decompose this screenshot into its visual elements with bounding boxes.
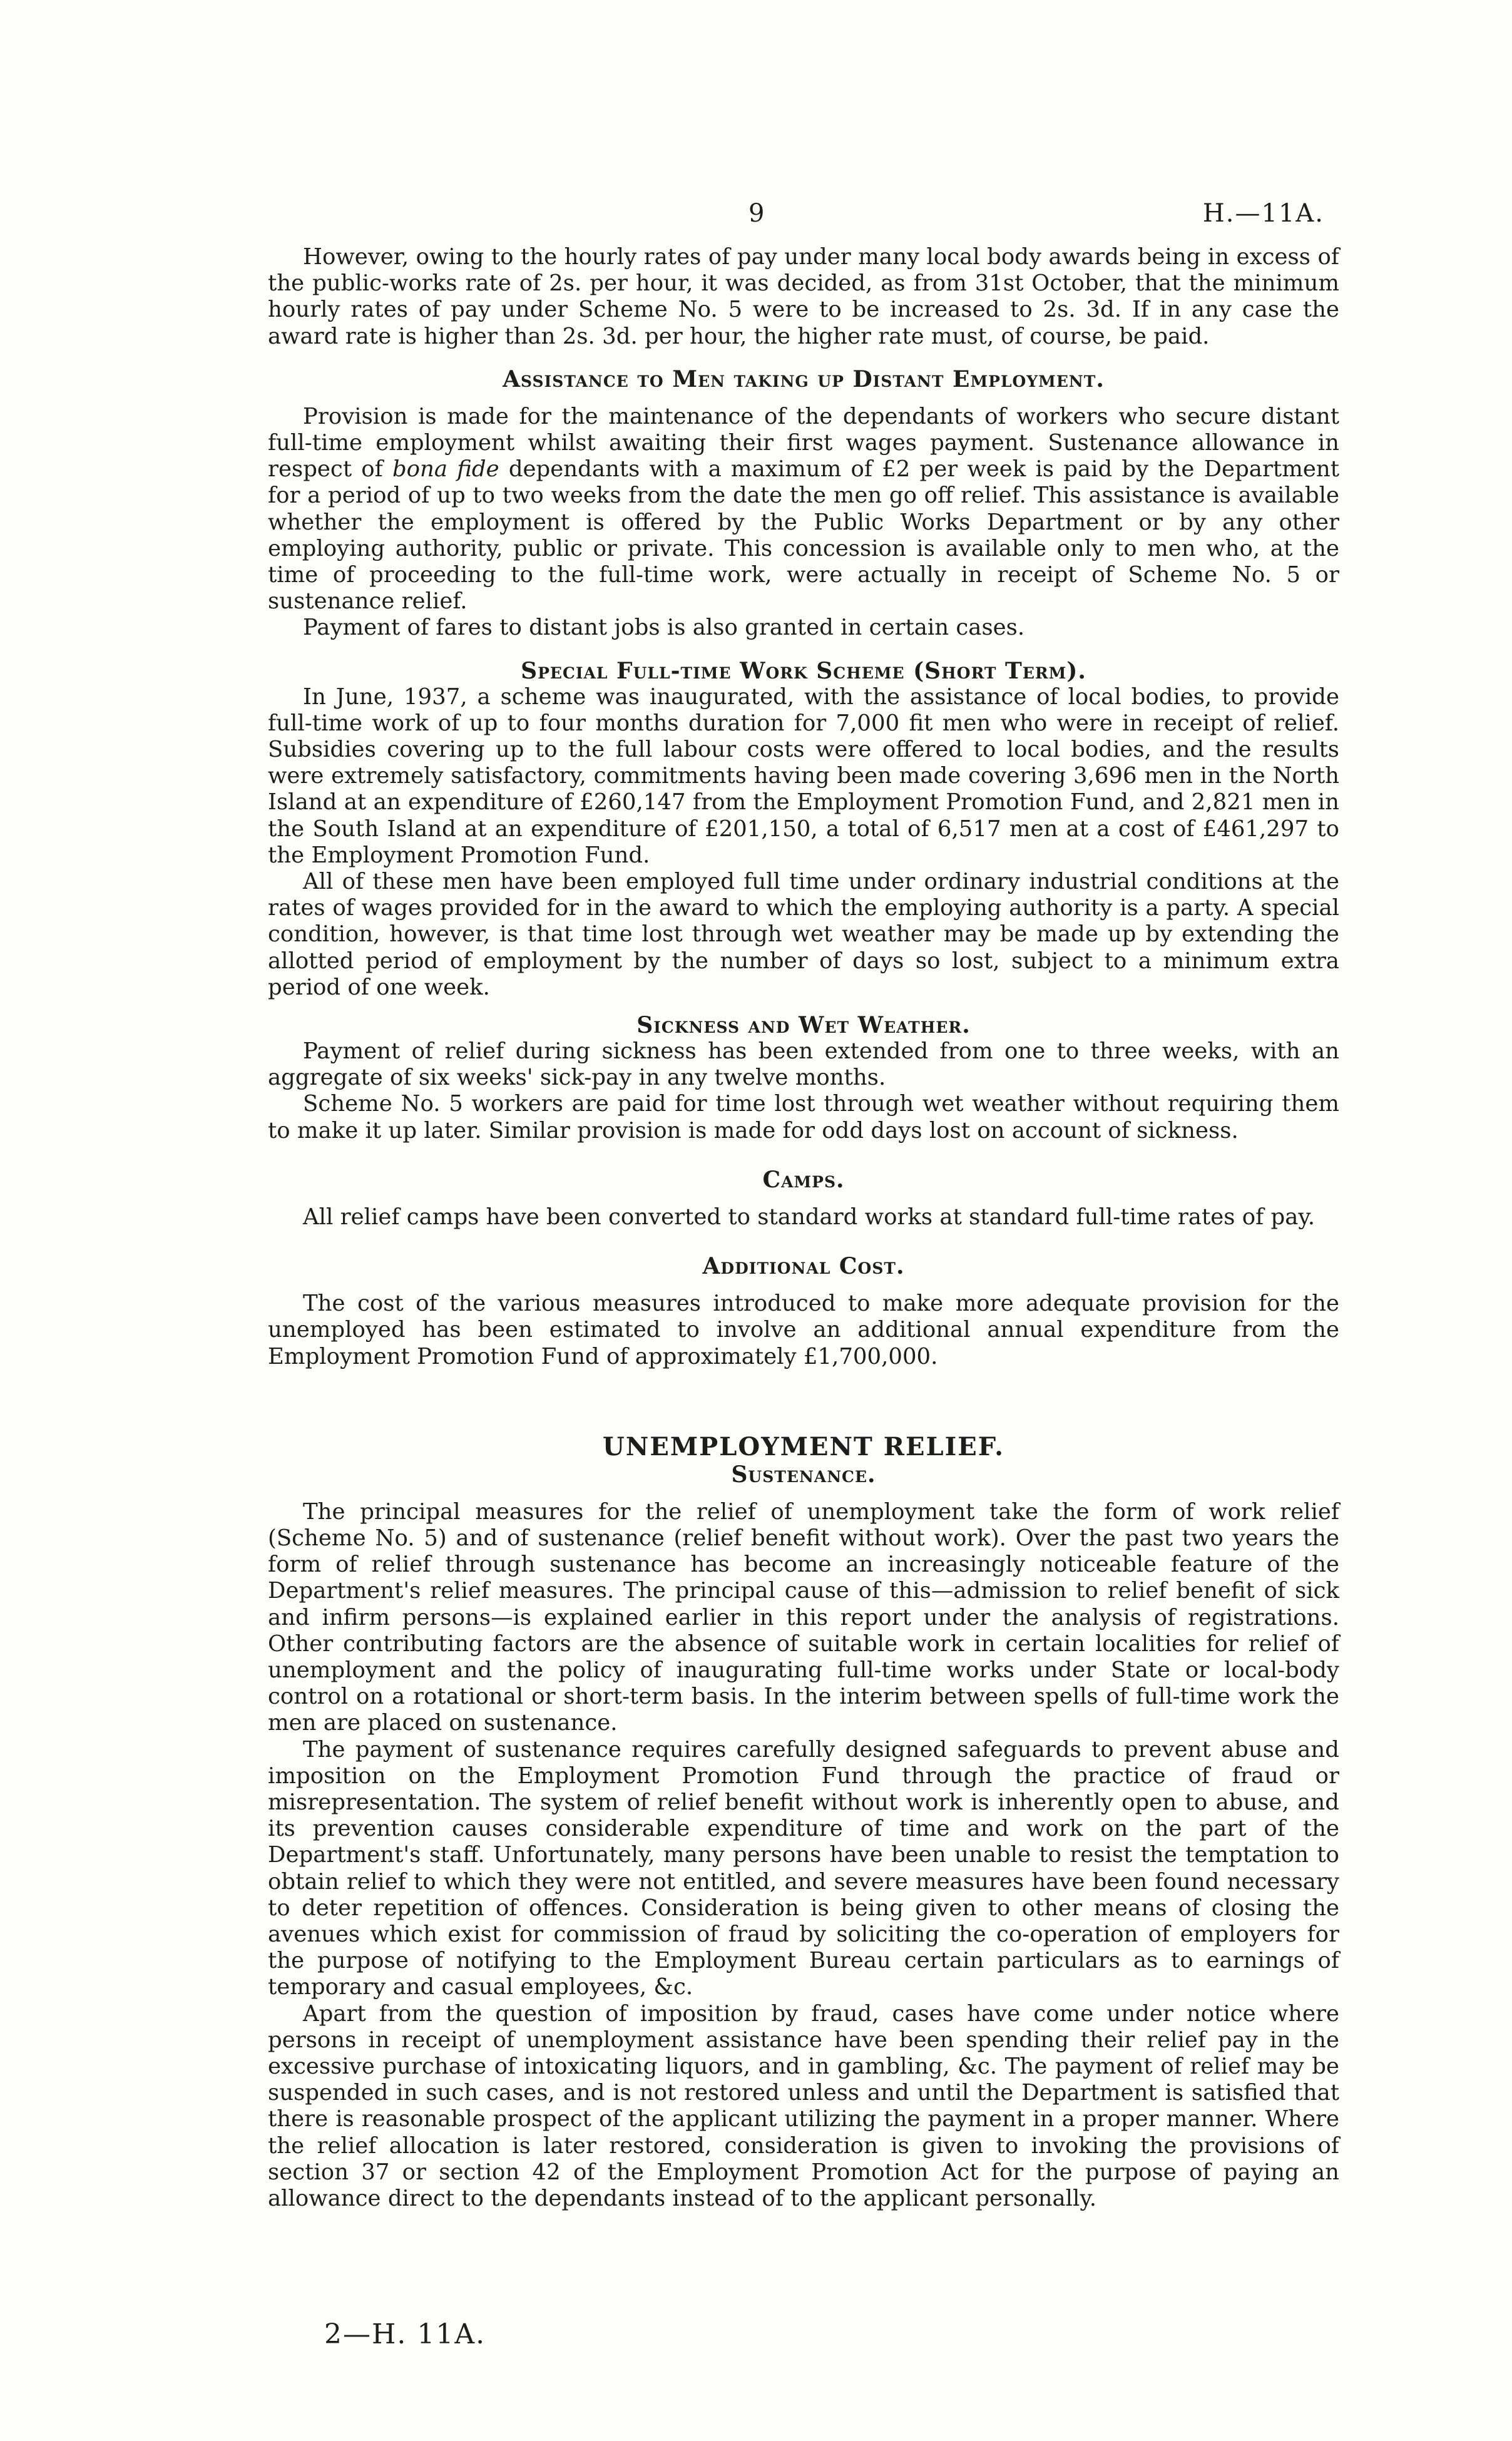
paragraph-sickness-pay: Payment of relief during sickness has been extended from one to three weeks, with an aggregate of six weeks' sick-pay in any twelve months. (268, 1038, 1339, 1091)
paragraph-sustenance-measures: The principal measures for the relief of unemployment take the form of work relief (Scheme No. 5) and of sustenance (relief benefit without work). Over the past two years the form of relief through sustenance has become an increasingly noticeable feature of the Department's relief measures. The principal cause of this—admission to relief benefit of sick and infirm persons—is explained earlier in this report under the analysis of registrations. Other contributing factors are the absence of suitable work in certain localities for relief of unemployment and the policy of inaugurating full-time works under State or local-body control on a rotational or short-term basis. In the interim between spells of full-time work the men are placed on sustenance. (268, 1498, 1339, 1736)
page-number: 9 (748, 199, 765, 228)
bona-fide-italic: bona fide (392, 456, 499, 483)
page-header (0, 199, 1512, 237)
paper-code: H.—11A. (1202, 199, 1324, 228)
heading-unemployment-relief: UNEMPLOYMENT RELIEF. (602, 1431, 1005, 1461)
paragraph-camps: All relief camps have been converted to standard works at standard full-time rates of pay. (303, 1204, 1315, 1230)
paragraph-wet-weather: Scheme No. 5 workers are paid for time lost through wet weather without requiring them to make it up later. Similar provision is made for odd days lost on account of sickness. (268, 1091, 1339, 1144)
heading-distant-employment: Assistance to Men taking up Distant Employment. (503, 366, 1105, 392)
heading-sickness: Sickness and Wet Weather. (636, 1012, 971, 1039)
paragraph-sustenance-safeguards: The payment of sustenance requires carefully designed safeguards to prevent abuse and imposition on the Employment Promotion Fund through the practice of fraud or misrepresentation. The system of relief benefit without work is inherently open to abuse, and its prevention causes considerable expenditure of time and work on the part of the Department's staff. Unfortunately, many persons have been unable to resist the temptation to obtain relief to which they were not entitled, and severe measures have been found necessary to deter repetition of offences. Consideration is being given to other means of closing the avenues which exist for commission of fraud by soliciting the co-operation of employers for the purpose of notifying to the Employment Bureau certain particulars as to earnings of temporary and casual employees, &c. (268, 1736, 1339, 2000)
paragraph-sustenance-misuse: Apart from the question of imposition by fraud, cases have come under notice where persons in receipt of unemployment assistance have been spending their relief pay in the excessive purchase of intoxicating liquors, and in gambling, &c. The payment of relief may be suspended in such cases, and is not restored unless and until the Department is satisfied that there is reasonable prospect of the applicant utilizing the payment in a proper manner. Where the relief allocation is later restored, consideration is given to invoking the provisions of section 37 or section 42 of the Employment Promotion Act for the purpose of paying an allowance direct to the dependants instead of to the applicant personally. (268, 2000, 1339, 2211)
heading-camps: Camps. (762, 1166, 845, 1193)
paragraph-distant-fares: Payment of fares to distant jobs is also granted in certain cases. (303, 615, 1025, 641)
paragraph-distant-provision: Provision is made for the maintenance of the dependants of workers who secure distant full-time employment whilst awaiting their first wages payment. Sustenance allowance in respect of bona fide dependants with a maximum of £2 per week is paid by the Department for a period of up to two weeks from the date the men go off relief. This assistance is available whether the employment is offered by the Public Works Department or by any other employing authority, public or private. This concession is available only to men who, at the time of proceeding to the full-time work, were actually in receipt of Scheme No. 5 or sustenance relief. (268, 403, 1339, 615)
footer-signature: 2—H. 11A. (324, 2318, 486, 2350)
paragraph-special-conditions: All of these men have been employed full time under ordinary industrial conditions at the rates of wages provided for in the award to which the employing authority is a party. A special condition, however, is that time lost through wet weather may be made up by extending the allotted period of employment by the number of days so lost, subject to a minimum extra period of one week. (268, 869, 1339, 1000)
paragraph-wage-rates: However, owing to the hourly rates of pay under many local body awards being in excess of the public-works rate of 2s. per hour, it was decided, as from 31st October, that the minimum hourly rates of pay under Scheme No. 5 were to be increased to 2s. 3d. If in any case the award rate is higher than 2s. 3d. per hour, the higher rate must, of course, be paid. (268, 244, 1339, 349)
heading-sustenance: Sustenance. (731, 1461, 876, 1488)
document-body (268, 244, 1339, 2212)
paragraph-additional-cost: The cost of the various measures introduced to make more adequate provision for the unemployed has been estimated to involve an additional annual expenditure from the Employment Promotion Fund of approximately £1,700,000. (268, 1291, 1339, 1369)
heading-additional-cost: Additional Cost. (702, 1253, 905, 1280)
paragraph-special-scheme: In June, 1937, a scheme was inaugurated, with the assistance of local bodies, to provide full-time work of up to four months duration for 7,000 fit men who were in receipt of relief. Subsidies covering up to the full labour costs were offered to local bodies, and the results were extremely satisfactory, commitments having been made covering 3,696 men in the North Island at an expenditure of £260,147 from the Employment Promotion Fund, and 2,821 men in the South Island at an expenditure of £201,150, a total of 6,517 men at a cost of £461,297 to the Employment Promotion Fund. (268, 683, 1339, 868)
heading-special-scheme: Special Full-time Work Scheme (Short Term). (521, 657, 1086, 684)
